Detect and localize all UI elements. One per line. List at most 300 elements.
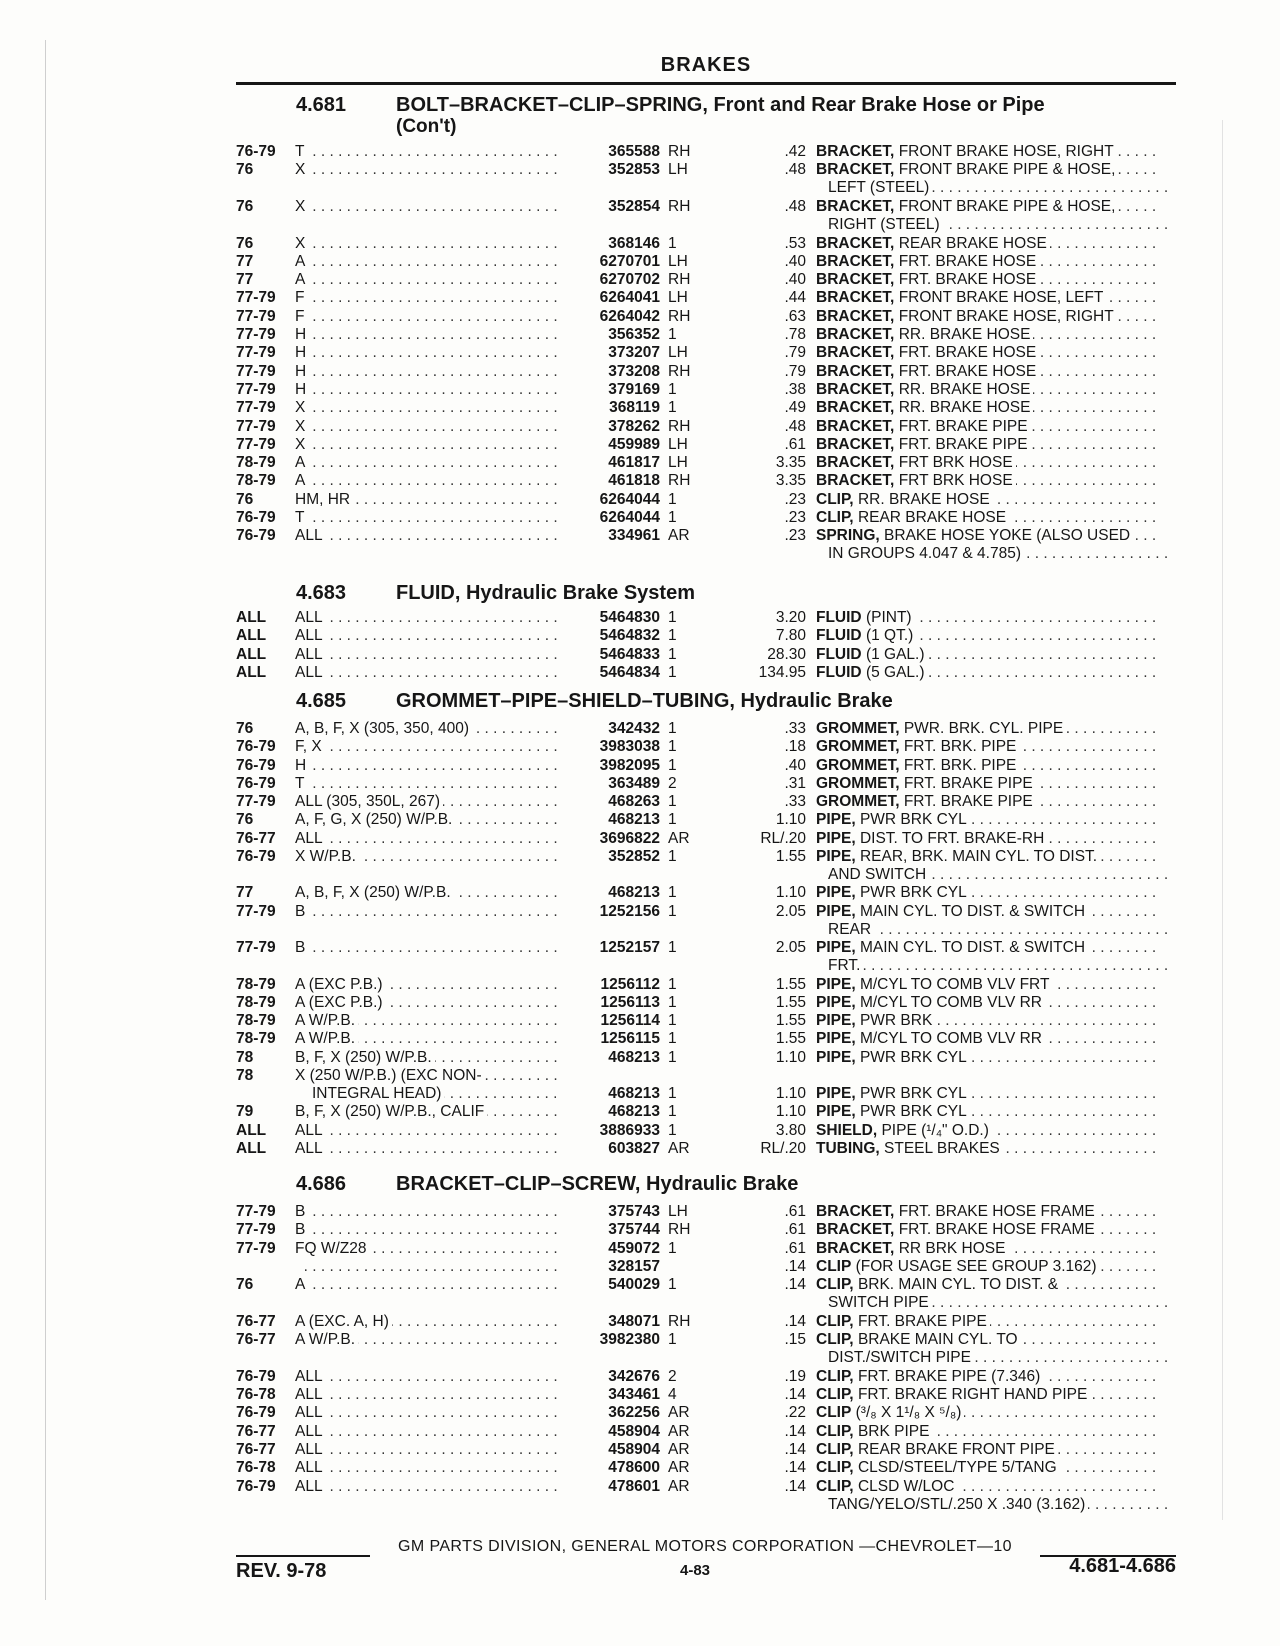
- model-text: A (EXC. A, H): [295, 1313, 392, 1330]
- quantity: 1: [668, 1030, 677, 1048]
- price: .23: [784, 509, 806, 526]
- section-heading: [236, 94, 1176, 122]
- footer-rule: [236, 1555, 370, 1557]
- model-applicability: [295, 903, 557, 921]
- quantity: AR: [668, 1422, 690, 1440]
- description-text: [816, 1258, 1100, 1275]
- description-text: [816, 289, 1106, 306]
- quantity: 1: [668, 756, 677, 774]
- model-applicability: [295, 143, 557, 161]
- part-detail: CLSD W/LOC: [857, 1477, 955, 1495]
- price: 28.30: [767, 645, 806, 663]
- price: 2.05: [775, 939, 806, 956]
- description-text: [816, 381, 1033, 398]
- model-applicability: [295, 454, 557, 472]
- quantity: RH: [668, 307, 691, 325]
- description-text: [816, 161, 1118, 178]
- model-year: 77-79: [236, 793, 276, 810]
- part-number: 478601: [608, 1477, 660, 1495]
- part-detail: FRT. BRAKE PIPE: [857, 1312, 987, 1330]
- quantity: 1: [668, 1331, 677, 1349]
- part-detail: BRK. MAIN CYL. TO DIST. &: [857, 1276, 1059, 1294]
- price: .63: [784, 307, 806, 325]
- price: .61: [784, 1239, 806, 1257]
- description-text: [816, 454, 1016, 471]
- description-text: [816, 884, 970, 901]
- description-text: [816, 527, 1133, 544]
- quantity: RH: [668, 143, 691, 160]
- model-applicability: [295, 627, 557, 645]
- part-description: [816, 326, 1176, 344]
- description-text: [816, 903, 1088, 920]
- model-text: X: [295, 418, 308, 435]
- description-text: [816, 1423, 932, 1440]
- part-detail: RR. BRAKE HOSE: [898, 399, 1031, 417]
- quantity: 1: [668, 234, 677, 252]
- parts-row: [236, 994, 1176, 1012]
- part-number: 1256115: [600, 1030, 660, 1048]
- parts-row: [236, 1276, 1176, 1313]
- description-text: [816, 344, 1039, 361]
- parts-row: [236, 399, 1176, 417]
- parts-row: [236, 646, 1176, 664]
- part-name: PIPE,: [816, 1085, 856, 1102]
- part-detail: BRAKE HOSE YOKE (ALSO USED: [884, 527, 1131, 545]
- part-description: [816, 308, 1176, 326]
- model-year: 77-79: [236, 417, 276, 435]
- part-name: PIPE,: [816, 902, 856, 920]
- description-text: [816, 848, 1100, 865]
- part-number: 458904: [608, 1440, 660, 1458]
- model-year: 76: [236, 490, 254, 508]
- model-text: A W/P.B.: [295, 1331, 358, 1348]
- part-detail: FRT. BRK. PIPE: [903, 738, 1017, 756]
- model-year: 77-79: [236, 362, 276, 380]
- quantity: AR: [668, 1139, 690, 1157]
- model-applicability-continued: [312, 1085, 557, 1103]
- model-year: 78-79: [236, 454, 276, 472]
- part-name: TUBING,: [816, 1139, 880, 1157]
- description-text: [816, 1085, 970, 1102]
- part-description-continued: [828, 921, 1176, 939]
- model-text: H: [295, 344, 309, 361]
- description-text: [816, 775, 1036, 792]
- model-year: 78-79: [236, 993, 276, 1011]
- price: .14: [784, 1386, 806, 1403]
- parts-row: [236, 793, 1176, 811]
- part-description: [816, 793, 1176, 811]
- description-text: [816, 1368, 1043, 1385]
- part-name: CLIP,: [816, 1459, 854, 1477]
- part-name: BRACKET,: [816, 289, 895, 307]
- model-text: ALL: [295, 1423, 326, 1440]
- model-text: ALL: [295, 1404, 326, 1421]
- quantity: LH: [668, 435, 688, 453]
- model-applicability: [295, 994, 557, 1012]
- model-applicability: [295, 1030, 557, 1048]
- parts-row: [236, 1386, 1176, 1404]
- part-description: [816, 1459, 1176, 1477]
- model-text: T: [295, 509, 307, 526]
- model-text-continued: INTEGRAL HEAD): [312, 1085, 444, 1102]
- part-name: BRACKET,: [816, 1221, 895, 1239]
- quantity: AR: [668, 1404, 690, 1422]
- part-description: [816, 143, 1176, 161]
- part-number: 6264044: [599, 490, 660, 508]
- price: .38: [784, 380, 806, 398]
- model-text: ALL: [295, 1386, 326, 1403]
- model-applicability: [295, 1221, 557, 1239]
- quantity: 1: [668, 326, 677, 343]
- quantity: 1: [668, 720, 677, 737]
- part-description: [816, 1404, 1176, 1422]
- quantity: 1: [668, 993, 677, 1011]
- parts-row: [236, 757, 1176, 775]
- part-description: [816, 1441, 1176, 1459]
- description-text: [816, 738, 1019, 755]
- parts-row: [236, 939, 1176, 976]
- model-applicability: [295, 1313, 557, 1331]
- quantity: 1: [668, 884, 677, 902]
- description-text: [816, 198, 1118, 215]
- part-detail: CLSD/STEEL/TYPE 5/TANG: [857, 1459, 1057, 1477]
- description-text: [816, 1478, 957, 1495]
- price: .61: [784, 1221, 806, 1239]
- part-description: [816, 454, 1176, 472]
- model-applicability: [295, 1441, 557, 1459]
- model-year: 76: [236, 197, 254, 215]
- model-text: X: [295, 235, 308, 252]
- model-year: 76-77: [236, 829, 276, 847]
- price: 3.35: [775, 472, 806, 490]
- part-detail: MAIN CYL. TO DIST. & SWITCH: [859, 902, 1086, 920]
- description-text: [816, 1276, 1061, 1293]
- description-text: [816, 308, 1117, 325]
- part-description: [816, 830, 1176, 848]
- section-title: BRACKET–CLIP–SCREW, Hydraulic Brake: [396, 1173, 799, 1195]
- model-year: ALL: [236, 627, 267, 645]
- description-text: [816, 976, 1052, 993]
- model-applicability: [295, 830, 557, 848]
- part-description: [816, 509, 1176, 527]
- price: 3.20: [775, 609, 806, 626]
- quantity: 1: [668, 902, 677, 920]
- price: RL/.20: [760, 829, 806, 847]
- price: .14: [784, 1459, 806, 1477]
- model-text: X (250 W/P.B.) (EXC NON-: [295, 1067, 485, 1084]
- parts-row: [236, 253, 1176, 271]
- part-detail: (1 QT.): [865, 627, 914, 645]
- model-applicability: [295, 976, 557, 994]
- quantity: LH: [668, 344, 688, 362]
- description-text: [816, 143, 1117, 160]
- model-applicability: [295, 1386, 557, 1404]
- price: 1.55: [775, 1030, 806, 1048]
- model-year: ALL: [236, 645, 267, 663]
- quantity: LH: [668, 1203, 688, 1220]
- model-applicability: [295, 1258, 557, 1276]
- part-detail-continued: TANG/YELO/STL/.250 X .340 (3.162): [828, 1496, 1088, 1513]
- section-title: FLUID, Hydraulic Brake System: [396, 582, 695, 604]
- part-description: [816, 646, 1176, 664]
- model-text: ALL (305, 350L, 267): [295, 793, 443, 810]
- part-name: CLIP,: [816, 1422, 854, 1440]
- model-text: X: [295, 198, 308, 215]
- part-description-continued: [828, 957, 1176, 975]
- description-text: [816, 1386, 1090, 1403]
- model-applicability: [295, 198, 557, 216]
- part-name: PIPE,: [816, 884, 856, 902]
- model-text: A, F, G, X (250) W/P.B.: [295, 811, 455, 828]
- model-text: B: [295, 939, 308, 956]
- price: 1.10: [775, 811, 806, 829]
- model-applicability: [295, 811, 557, 829]
- quantity: 1: [668, 939, 677, 956]
- model-year: 77-79: [236, 344, 276, 362]
- part-name: BRACKET,: [816, 435, 895, 453]
- part-number: 342432: [608, 720, 660, 737]
- model-applicability: [295, 381, 557, 399]
- part-detail: FRONT BRAKE PIPE & HOSE,: [898, 197, 1116, 215]
- model-text: H: [295, 381, 309, 398]
- price: .19: [784, 1367, 806, 1385]
- price: 1.55: [775, 847, 806, 865]
- part-number: 379169: [608, 380, 660, 398]
- quantity: AR: [668, 1477, 690, 1495]
- part-description: [816, 1203, 1176, 1221]
- price: .14: [784, 1312, 806, 1330]
- part-detail: PWR BRK CYL: [859, 1085, 967, 1102]
- part-description: [816, 235, 1176, 253]
- price: 1.55: [775, 975, 806, 993]
- price: .48: [784, 161, 806, 179]
- model-applicability: [295, 1368, 557, 1386]
- section-heading: [236, 690, 1176, 718]
- description-text: [816, 1122, 992, 1139]
- parts-row: [236, 418, 1176, 436]
- part-name: FLUID: [816, 663, 862, 681]
- price: .22: [784, 1404, 806, 1422]
- model-text: ALL: [295, 1478, 326, 1495]
- part-detail: FRT. BRAKE PIPE (7.346): [857, 1367, 1041, 1385]
- description-text: [816, 509, 1009, 526]
- part-description: [816, 1386, 1176, 1404]
- description-text: [816, 253, 1039, 270]
- part-description: [816, 436, 1176, 454]
- parts-row: [236, 1067, 1176, 1104]
- part-description: [816, 1122, 1176, 1140]
- part-description: [816, 1140, 1176, 1158]
- model-year: 77-79: [236, 289, 276, 307]
- quantity: 1: [668, 663, 677, 681]
- price: .18: [784, 738, 806, 756]
- price: .78: [784, 326, 806, 343]
- part-description: [816, 1085, 1176, 1103]
- part-description: [816, 976, 1176, 994]
- part-description: [816, 472, 1176, 490]
- part-name: BRACKET,: [816, 143, 895, 160]
- part-number: 1256113: [600, 993, 660, 1011]
- description-text: [816, 830, 1047, 847]
- quantity: 2: [668, 1367, 677, 1385]
- quantity: 1: [668, 1121, 677, 1139]
- model-applicability: [295, 793, 557, 811]
- part-description: [816, 939, 1176, 957]
- price: .14: [784, 1477, 806, 1495]
- description-text: [816, 235, 1050, 252]
- part-name: CLIP,: [816, 1477, 854, 1495]
- parts-row: [236, 609, 1176, 627]
- part-number: 459989: [608, 435, 660, 453]
- part-number: 1252157: [599, 939, 660, 956]
- model-year: 78-79: [236, 472, 276, 490]
- price: .40: [784, 252, 806, 270]
- model-applicability: [295, 271, 557, 289]
- model-text: ALL: [295, 830, 326, 847]
- parts-row: [236, 509, 1176, 527]
- part-number: 468213: [608, 1048, 660, 1066]
- model-applicability: [295, 253, 557, 271]
- quantity: 1: [668, 645, 677, 663]
- description-text: [816, 1331, 1021, 1348]
- part-name: GROMMET,: [816, 756, 900, 774]
- model-text: A, B, F, X (250) W/P.B.: [295, 884, 454, 901]
- part-description: [816, 1368, 1176, 1386]
- model-year: 78: [236, 1066, 254, 1084]
- part-description: [816, 1103, 1176, 1121]
- model-year: 77-79: [236, 1221, 276, 1239]
- part-number: 3982095: [599, 756, 660, 774]
- part-description: [816, 1478, 1176, 1496]
- part-description: [816, 161, 1176, 179]
- section-number: 4.686: [296, 1173, 347, 1195]
- price: .44: [784, 289, 806, 307]
- part-number: 373208: [608, 362, 660, 380]
- part-detail-continued: REAR: [828, 921, 874, 938]
- part-number: 6270701: [599, 252, 660, 270]
- part-description: [816, 664, 1176, 682]
- quantity: AR: [668, 1459, 690, 1477]
- part-number: 365588: [608, 143, 660, 160]
- part-name: CLIP,: [816, 1440, 854, 1458]
- part-detail: REAR, BRK. MAIN CYL. TO DIST.: [859, 847, 1098, 865]
- part-number: 368119: [609, 399, 660, 417]
- part-number: 362256: [608, 1404, 660, 1422]
- part-name: CLIP,: [816, 1367, 854, 1385]
- model-text: ALL: [295, 527, 326, 544]
- part-number: 5464834: [599, 663, 660, 681]
- part-number: 3982380: [599, 1331, 660, 1349]
- parts-row: [236, 1240, 1176, 1258]
- parts-row: [236, 198, 1176, 235]
- model-text: F, X: [295, 738, 325, 755]
- part-description: [816, 811, 1176, 829]
- parts-row: [236, 1049, 1176, 1067]
- model-applicability: [295, 609, 557, 627]
- part-description: [816, 1012, 1176, 1030]
- model-text: A: [295, 472, 308, 489]
- part-detail-continued: FRT.: [828, 957, 863, 974]
- quantity: 1: [668, 793, 677, 810]
- price: .14: [784, 1276, 806, 1294]
- part-name: PIPE,: [816, 847, 856, 865]
- model-year: 77: [236, 252, 254, 270]
- model-applicability: [295, 289, 557, 307]
- part-number: 603827: [608, 1139, 660, 1157]
- quantity: 1: [668, 1048, 677, 1066]
- price: .14: [784, 1257, 806, 1275]
- model-year: 76-79: [236, 1404, 276, 1422]
- part-detail: FRT. BRAKE PIPE: [898, 435, 1028, 453]
- model-year: 76: [236, 234, 254, 252]
- model-year: ALL: [236, 663, 267, 681]
- part-name: CLIP,: [816, 1276, 854, 1294]
- model-year: 77-79: [236, 399, 276, 417]
- part-name: BRACKET,: [816, 271, 895, 289]
- model-applicability: [295, 363, 557, 381]
- part-number: 461818: [608, 472, 660, 490]
- part-name: GROMMET,: [816, 793, 900, 810]
- part-description-continued: [828, 216, 1176, 234]
- part-number: 540029: [608, 1276, 660, 1294]
- description-text: [816, 1103, 970, 1120]
- model-text: ALL: [295, 1140, 326, 1157]
- part-detail: FRT. BRAKE HOSE: [898, 271, 1037, 289]
- footer-page-number: 4-83: [680, 1562, 711, 1579]
- part-number: 6264044: [599, 509, 660, 526]
- quantity: RH: [668, 1312, 691, 1330]
- price: 134.95: [758, 663, 806, 681]
- model-text: A W/P.B.: [295, 1030, 358, 1047]
- part-description: [816, 994, 1176, 1012]
- model-year: 77: [236, 884, 254, 902]
- parts-row: [236, 1331, 1176, 1368]
- price: 3.80: [775, 1121, 806, 1139]
- footer-revision: REV. 9-78: [236, 1560, 327, 1582]
- model-year: 76-79: [236, 756, 276, 774]
- part-detail: (FOR USAGE SEE GROUP 3.162): [855, 1257, 1097, 1275]
- part-description: [816, 491, 1176, 509]
- description-text: [816, 1203, 1098, 1220]
- quantity: RH: [668, 417, 691, 435]
- footer-section-range: 4.681-4.686: [1069, 1555, 1176, 1577]
- model-text: X: [295, 436, 308, 453]
- parts-row: [236, 436, 1176, 454]
- part-description: [816, 775, 1176, 793]
- parts-row: [236, 1313, 1176, 1331]
- quantity: 2: [668, 774, 677, 792]
- model-year: 77-79: [236, 307, 276, 325]
- model-year: 78: [236, 1048, 254, 1066]
- part-description: [816, 609, 1176, 627]
- description-text: [816, 1240, 1009, 1257]
- part-name: PIPE,: [816, 975, 856, 993]
- price: .40: [784, 271, 806, 289]
- part-description-continued: [828, 545, 1176, 563]
- quantity: RH: [668, 197, 691, 215]
- part-name: PIPE,: [816, 1103, 856, 1121]
- part-name: BRACKET,: [816, 472, 895, 490]
- part-number: 3886933: [599, 1121, 660, 1139]
- model-applicability: [295, 399, 557, 417]
- part-description: [816, 271, 1176, 289]
- part-detail-continued: IN GROUPS 4.047 & 4.785): [828, 545, 1024, 562]
- model-text: H: [295, 757, 309, 774]
- model-year: 76-77: [236, 1331, 276, 1349]
- parts-row: [236, 271, 1176, 289]
- scan-edge-line: [1222, 120, 1223, 1520]
- parts-row: [236, 491, 1176, 509]
